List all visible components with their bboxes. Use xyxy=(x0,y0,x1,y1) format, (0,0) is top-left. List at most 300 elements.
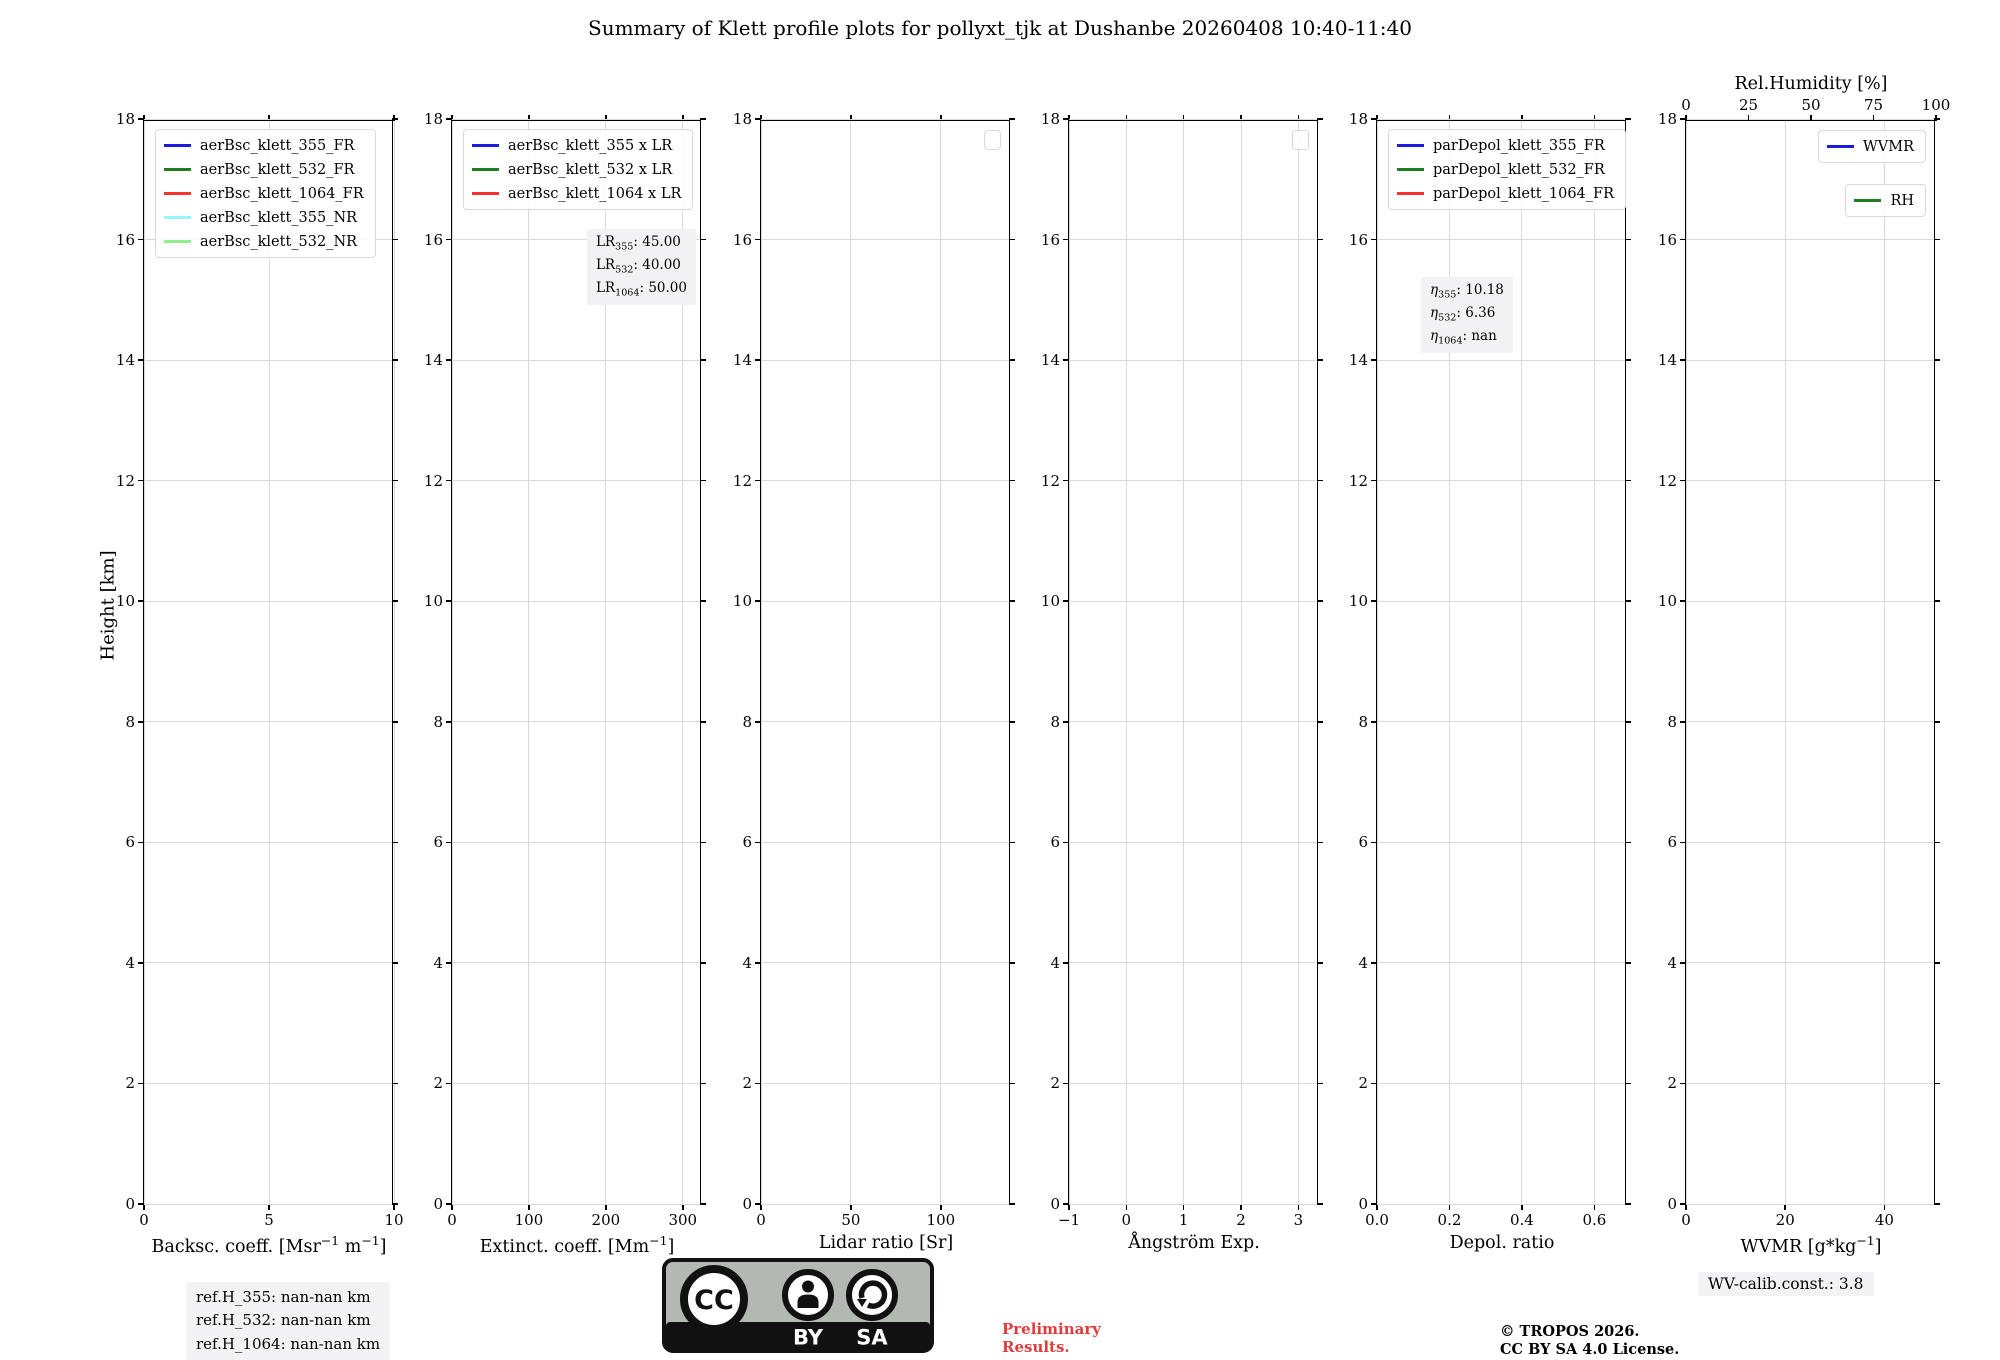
y-tick-label: 6 xyxy=(742,833,752,852)
legend-line-swatch xyxy=(472,192,499,195)
subplot-1 xyxy=(115,110,404,1257)
gridline-horizontal xyxy=(144,480,392,481)
y-tick-mark-right xyxy=(1934,1203,1940,1205)
y-tick-label: 12 xyxy=(1040,471,1060,490)
gridline-horizontal xyxy=(761,962,1009,963)
y-tick-mark-right xyxy=(1317,239,1323,241)
gridline-horizontal xyxy=(1069,239,1317,240)
y-tick-label: 14 xyxy=(1657,351,1677,370)
legend-box xyxy=(1388,129,1626,210)
gridline-horizontal xyxy=(761,239,1009,240)
gridline-horizontal xyxy=(1069,1204,1317,1205)
gridline-horizontal xyxy=(1377,721,1625,722)
gridline-horizontal xyxy=(452,721,700,722)
y-tick-label: 12 xyxy=(1657,471,1677,490)
x-tick-mark xyxy=(143,1204,145,1210)
y-tick-mark xyxy=(755,721,761,723)
legend-entry xyxy=(1854,191,1914,210)
ref-height-1064: ref.H_1064: nan-nan km xyxy=(196,1334,381,1353)
y-tick-mark xyxy=(755,1203,761,1205)
y-tick-label: 4 xyxy=(1050,953,1060,972)
y-tick-mark xyxy=(1371,1203,1377,1205)
legend-label: aerBsc_klett_1064_FR xyxy=(200,185,364,202)
gridline-horizontal xyxy=(452,842,700,843)
legend-entry xyxy=(164,232,364,251)
legend-label: aerBsc_klett_355_NR xyxy=(200,209,358,226)
y-tick-mark-right xyxy=(700,239,706,241)
y-tick-mark-right xyxy=(700,359,706,361)
legend-entry xyxy=(472,184,681,203)
gridline-horizontal xyxy=(761,1083,1009,1084)
gridline-horizontal xyxy=(1377,480,1625,481)
y-tick-mark xyxy=(1063,239,1069,241)
y-tick-label: 18 xyxy=(1348,110,1368,128)
y-tick-mark-right xyxy=(1317,359,1323,361)
y-tick-label: 14 xyxy=(1348,351,1368,370)
legend-entry xyxy=(164,184,364,203)
y-tick-mark xyxy=(1371,842,1377,844)
x-tick-label: 50 xyxy=(841,1211,861,1229)
y-tick-mark xyxy=(446,842,452,844)
gridline-horizontal xyxy=(144,842,392,843)
y-tick-label: 16 xyxy=(1040,230,1060,249)
gridline-vertical xyxy=(144,121,145,1204)
gridline-vertical xyxy=(1594,121,1595,1204)
figure-title: Summary of Klett profile plots for pollyxt_tjk at Dushanbe 20260408 10:40-11:40 xyxy=(588,16,1412,40)
gridline-horizontal xyxy=(761,1204,1009,1205)
top-axis-tick-mark xyxy=(1748,115,1750,121)
x-tick-mark xyxy=(1884,1204,1886,1210)
gridline-horizontal xyxy=(1069,842,1317,843)
gridline-horizontal xyxy=(1686,721,1934,722)
legend-line-swatch xyxy=(1854,199,1881,202)
y-tick-mark xyxy=(446,1203,452,1205)
y-tick-mark xyxy=(1063,1203,1069,1205)
y-tick-mark-right xyxy=(1625,600,1631,602)
y-tick-mark xyxy=(138,1203,144,1205)
legend-entry xyxy=(472,136,681,155)
subplot-6 xyxy=(1657,74,1951,1257)
y-tick-label: 4 xyxy=(433,953,443,972)
y-axis-title: Height [km] xyxy=(97,550,119,661)
y-tick-mark-right xyxy=(392,842,398,844)
y-tick-mark xyxy=(755,359,761,361)
y-tick-mark-right xyxy=(392,359,398,361)
gridline-vertical xyxy=(452,121,453,1204)
y-tick-mark xyxy=(1063,480,1069,482)
y-tick-mark-right xyxy=(1009,480,1015,482)
y-tick-mark xyxy=(1680,480,1686,482)
sa-arrow-icon xyxy=(849,1272,895,1318)
plot-annotation: $LR_{355}$: 45.00 $LR_{532}$: 40.00 $LR_{1064}$: 50.00 xyxy=(587,229,696,305)
x-tick-label: 0 xyxy=(756,1211,766,1229)
x-tick-label: 200 xyxy=(591,1211,621,1229)
y-tick-mark xyxy=(446,1083,452,1085)
x-tick-label: −1 xyxy=(1057,1211,1081,1229)
y-tick-label: 14 xyxy=(423,351,443,370)
x-tick-mark xyxy=(1685,1204,1687,1210)
y-tick-label: 8 xyxy=(433,712,443,731)
x-tick-label: 3 xyxy=(1293,1211,1304,1229)
y-tick-mark-right xyxy=(1625,962,1631,964)
x-tick-label: 0.2 xyxy=(1437,1211,1462,1229)
y-tick-label: 4 xyxy=(1667,953,1677,972)
x-tick-mark xyxy=(268,1204,270,1210)
y-tick-label: 6 xyxy=(1667,833,1677,852)
x-tick-mark xyxy=(1521,1204,1523,1210)
ref-height-annotation xyxy=(186,1282,390,1360)
y-tick-mark-right xyxy=(1009,118,1015,120)
y-tick-label: 0 xyxy=(125,1195,135,1213)
y-tick-label: 18 xyxy=(423,110,443,128)
plot-annotation: $\eta_{355}$: 10.18 $\eta_{532}$: 6.36 $\eta_{1064}$: nan xyxy=(1421,277,1513,353)
x-tick-label: 10 xyxy=(384,1211,404,1229)
y-tick-mark xyxy=(446,480,452,482)
legend-line-swatch xyxy=(472,144,499,147)
legend-line-swatch xyxy=(164,216,191,219)
gridline-horizontal xyxy=(452,480,700,481)
y-tick-mark-right xyxy=(1009,359,1015,361)
gridline-vertical xyxy=(1241,121,1242,1204)
copyright-line-2: CC BY SA 4.0 License. xyxy=(1500,1341,1680,1359)
y-tick-mark xyxy=(446,962,452,964)
legend-label: aerBsc_klett_1064 x LR xyxy=(508,185,682,202)
y-tick-mark xyxy=(755,239,761,241)
y-tick-mark xyxy=(138,721,144,723)
ref-height-532: ref.H_532: nan-nan km xyxy=(196,1311,371,1330)
x-axis-label: WVMR $[g*kg^{-1}]$ xyxy=(1740,1233,1882,1257)
legend-label: parDepol_klett_532_FR xyxy=(1433,161,1605,178)
y-tick-mark xyxy=(1371,359,1377,361)
legend-entry xyxy=(1397,160,1614,179)
y-tick-label: 8 xyxy=(1667,712,1677,731)
y-tick-label: 2 xyxy=(742,1074,752,1093)
gridline-horizontal xyxy=(452,360,700,361)
y-tick-label: 6 xyxy=(1050,833,1060,852)
copyright-line-1: © TROPOS 2026. xyxy=(1500,1323,1640,1340)
y-tick-label: 0 xyxy=(433,1195,443,1213)
y-tick-mark xyxy=(138,118,144,120)
gridline-horizontal xyxy=(1686,842,1934,843)
y-tick-mark-right xyxy=(1009,1083,1015,1085)
gridline-horizontal xyxy=(1069,360,1317,361)
gridline-vertical xyxy=(1126,121,1127,1204)
top-axis-tick-label: 50 xyxy=(1801,96,1821,114)
legend-entry xyxy=(1397,184,1614,203)
y-tick-mark-right xyxy=(1934,842,1940,844)
y-tick-mark-right xyxy=(1625,480,1631,482)
y-tick-mark xyxy=(1371,1083,1377,1085)
legend-box xyxy=(1845,184,1926,217)
x-tick-label: 0 xyxy=(1681,1211,1691,1229)
x-tick-mark xyxy=(850,1204,852,1210)
legend-entry xyxy=(164,160,364,179)
legend-entry xyxy=(164,208,364,227)
x-tick-label: 0.4 xyxy=(1509,1211,1534,1229)
x-tick-label: 5 xyxy=(264,1211,274,1229)
y-tick-mark xyxy=(1680,1203,1686,1205)
x-tick-label: 1 xyxy=(1178,1211,1189,1229)
gridline-horizontal xyxy=(1377,842,1625,843)
subplot-3 xyxy=(732,110,1010,1253)
y-tick-mark xyxy=(1063,962,1069,964)
y-tick-label: 8 xyxy=(1050,712,1060,731)
y-tick-label: 2 xyxy=(1050,1074,1060,1093)
y-tick-mark-right xyxy=(1317,600,1323,602)
y-tick-label: 8 xyxy=(742,712,752,731)
y-tick-mark-right xyxy=(1934,359,1940,361)
y-tick-mark-right xyxy=(1934,480,1940,482)
y-tick-mark-right xyxy=(1317,962,1323,964)
y-tick-mark xyxy=(446,118,452,120)
gridline-horizontal xyxy=(144,721,392,722)
x-tick-label: 300 xyxy=(668,1211,698,1229)
y-tick-label: 18 xyxy=(1040,110,1060,128)
x-tick-mark xyxy=(528,1204,530,1210)
y-tick-label: 10 xyxy=(1040,592,1060,611)
y-tick-mark-right xyxy=(392,1083,398,1085)
gridline-vertical xyxy=(940,121,941,1204)
y-tick-mark-right xyxy=(1317,118,1323,120)
top-axis-label: Rel.Humidity [%] xyxy=(1734,74,1888,94)
y-tick-mark xyxy=(755,962,761,964)
y-tick-mark xyxy=(1680,721,1686,723)
wv-calib-annotation: WV-calib.const.: 3.8 xyxy=(1698,1272,1874,1296)
x-tick-mark xyxy=(1183,1204,1185,1210)
gridline-horizontal xyxy=(1377,239,1625,240)
y-tick-label: 8 xyxy=(1358,712,1368,731)
y-tick-mark-right xyxy=(1934,721,1940,723)
top-axis-tick-mark xyxy=(1873,115,1875,121)
gridline-horizontal xyxy=(1686,1083,1934,1084)
y-tick-mark xyxy=(755,842,761,844)
y-tick-mark-right xyxy=(1009,239,1015,241)
x-tick-label: 0 xyxy=(447,1211,457,1229)
y-tick-label: 6 xyxy=(1358,833,1368,852)
legend-label: aerBsc_klett_532_FR xyxy=(200,161,355,178)
gridline-vertical xyxy=(269,121,270,1204)
y-tick-mark-right xyxy=(392,480,398,482)
y-tick-mark-right xyxy=(1625,842,1631,844)
x-tick-label: 100 xyxy=(514,1211,544,1229)
y-tick-label: 10 xyxy=(1348,592,1368,611)
gridline-vertical xyxy=(1069,121,1070,1204)
gridline-horizontal xyxy=(1686,480,1934,481)
x-tick-mark xyxy=(451,1204,453,1210)
legend-stack xyxy=(1818,130,1926,217)
y-tick-mark xyxy=(138,239,144,241)
y-tick-mark-right xyxy=(392,1203,398,1205)
y-tick-label: 16 xyxy=(115,230,135,249)
y-tick-mark-right xyxy=(1317,480,1323,482)
y-tick-mark xyxy=(1371,962,1377,964)
gridline-vertical xyxy=(1686,121,1687,1204)
gridline-horizontal xyxy=(761,119,1009,120)
y-tick-label: 16 xyxy=(732,230,752,249)
x-tick-label: 20 xyxy=(1775,1211,1795,1229)
y-tick-mark-right xyxy=(1009,962,1015,964)
y-tick-label: 12 xyxy=(732,471,752,490)
y-tick-mark xyxy=(1371,721,1377,723)
legend-label: aerBsc_klett_532 x LR xyxy=(508,161,673,178)
gridline-horizontal xyxy=(1069,480,1317,481)
gridline-horizontal xyxy=(452,1083,700,1084)
y-tick-label: 18 xyxy=(732,110,752,128)
y-tick-mark xyxy=(1680,600,1686,602)
legend-line-swatch xyxy=(1827,145,1854,148)
y-tick-label: 2 xyxy=(1358,1074,1368,1093)
y-tick-mark xyxy=(446,721,452,723)
copyright-note xyxy=(1500,1323,1679,1359)
subplot-5 xyxy=(1348,110,1626,1253)
gridline-horizontal xyxy=(1069,962,1317,963)
y-tick-mark xyxy=(1063,118,1069,120)
y-tick-label: 12 xyxy=(1348,471,1368,490)
legend-box xyxy=(463,129,693,210)
gridline-horizontal xyxy=(761,480,1009,481)
y-tick-mark-right xyxy=(392,118,398,120)
x-tick-label: 40 xyxy=(1874,1211,1894,1229)
gridline-horizontal xyxy=(452,962,700,963)
y-tick-mark-right xyxy=(700,842,706,844)
gridline-vertical xyxy=(1183,121,1184,1204)
x-tick-mark xyxy=(1240,1204,1242,1210)
x-tick-mark xyxy=(393,1204,395,1210)
gridline-horizontal xyxy=(1686,1204,1934,1205)
y-tick-label: 10 xyxy=(423,592,443,611)
legend-label: parDepol_klett_1064_FR xyxy=(1433,185,1615,202)
legend-stack xyxy=(984,130,1001,150)
y-tick-mark-right xyxy=(700,721,706,723)
y-tick-mark xyxy=(755,118,761,120)
y-tick-mark-right xyxy=(1317,842,1323,844)
y-tick-mark-right xyxy=(1317,1203,1323,1205)
y-tick-mark-right xyxy=(1009,842,1015,844)
legend-label: aerBsc_klett_532_NR xyxy=(200,233,358,250)
legend-line-swatch xyxy=(1397,144,1424,147)
y-tick-label: 12 xyxy=(423,471,443,490)
x-tick-label: 0.0 xyxy=(1365,1211,1389,1229)
x-tick-mark xyxy=(760,1204,762,1210)
legend-line-swatch xyxy=(164,192,191,195)
y-tick-label: 0 xyxy=(742,1195,752,1213)
legend-line-swatch xyxy=(1397,192,1424,195)
legend-line-swatch xyxy=(164,240,191,243)
gridline-horizontal xyxy=(1686,360,1934,361)
legend-box xyxy=(1292,130,1309,150)
legend-entry xyxy=(472,160,681,179)
y-tick-label: 2 xyxy=(1667,1074,1677,1093)
y-tick-label: 16 xyxy=(1348,230,1368,249)
y-tick-mark xyxy=(1680,962,1686,964)
y-tick-mark-right xyxy=(1625,721,1631,723)
y-tick-mark xyxy=(1680,1083,1686,1085)
x-tick-label: 2 xyxy=(1236,1211,1246,1229)
gridline-horizontal xyxy=(1686,601,1934,602)
gridline-horizontal xyxy=(761,601,1009,602)
y-tick-mark-right xyxy=(1934,600,1940,602)
legend-stack xyxy=(1292,130,1309,150)
y-tick-mark-right xyxy=(700,600,706,602)
x-tick-label: 100 xyxy=(926,1211,956,1229)
gridline-horizontal xyxy=(1069,1083,1317,1084)
y-tick-mark xyxy=(755,1083,761,1085)
y-tick-label: 10 xyxy=(1657,592,1677,611)
gridline-horizontal xyxy=(1686,962,1934,963)
gridline-vertical xyxy=(528,121,529,1204)
y-tick-mark xyxy=(1371,480,1377,482)
gridline-horizontal xyxy=(1377,119,1625,120)
gridline-horizontal xyxy=(452,601,700,602)
y-tick-mark xyxy=(755,600,761,602)
y-tick-mark-right xyxy=(1009,721,1015,723)
y-tick-mark-right xyxy=(392,239,398,241)
y-tick-mark xyxy=(446,359,452,361)
x-tick-mark xyxy=(1376,1204,1378,1210)
gridline-horizontal xyxy=(1069,601,1317,602)
ref-height-355: ref.H_355: nan-nan km xyxy=(196,1288,371,1306)
y-tick-mark-right xyxy=(1317,1083,1323,1085)
y-tick-label: 8 xyxy=(125,712,135,731)
y-tick-mark xyxy=(138,842,144,844)
y-tick-mark-right xyxy=(700,1083,706,1085)
y-tick-mark xyxy=(1063,1083,1069,1085)
legend-entry xyxy=(164,136,364,155)
y-tick-mark-right xyxy=(700,1203,706,1205)
y-tick-mark xyxy=(138,962,144,964)
y-tick-label: 10 xyxy=(732,592,752,611)
y-tick-mark-right xyxy=(1625,359,1631,361)
gridline-horizontal xyxy=(1686,239,1934,240)
x-tick-label: 0.6 xyxy=(1582,1211,1607,1229)
legend-line-swatch xyxy=(164,168,191,171)
gridline-horizontal xyxy=(761,721,1009,722)
x-tick-mark xyxy=(682,1204,684,1210)
y-tick-mark xyxy=(1371,118,1377,120)
legend-label: WVMR xyxy=(1862,138,1914,155)
x-tick-mark xyxy=(1784,1204,1786,1210)
legend-label: parDepol_klett_355_FR xyxy=(1433,137,1605,154)
y-tick-mark-right xyxy=(392,600,398,602)
y-tick-label: 0 xyxy=(1667,1195,1677,1213)
gridline-horizontal xyxy=(144,1204,392,1205)
y-tick-label: 18 xyxy=(115,110,135,128)
x-tick-mark xyxy=(605,1204,607,1210)
y-tick-label: 10 xyxy=(115,592,135,611)
by-label: BY xyxy=(792,1325,824,1350)
gridline-horizontal xyxy=(1377,1083,1625,1084)
x-tick-mark xyxy=(1594,1204,1596,1210)
y-tick-mark xyxy=(1063,842,1069,844)
y-tick-mark xyxy=(1680,842,1686,844)
y-tick-mark xyxy=(755,480,761,482)
gridline-horizontal xyxy=(144,601,392,602)
x-tick-mark xyxy=(1068,1204,1070,1210)
y-tick-mark-right xyxy=(1625,1083,1631,1085)
x-tick-mark xyxy=(1298,1204,1300,1210)
top-axis-tick-mark xyxy=(1810,115,1812,121)
x-axis-label: Extinct. coeff. $[Mm^{-1}]$ xyxy=(479,1233,675,1257)
gridline-vertical xyxy=(1298,121,1299,1204)
y-tick-mark-right xyxy=(1625,118,1631,120)
subplot-2 xyxy=(423,110,701,1257)
legend-box xyxy=(155,129,376,258)
top-axis-tick-label: 0 xyxy=(1681,96,1691,114)
y-tick-mark-right xyxy=(1317,721,1323,723)
gridline-vertical xyxy=(761,121,762,1204)
gridline-horizontal xyxy=(1069,721,1317,722)
gridline-vertical xyxy=(850,121,851,1204)
